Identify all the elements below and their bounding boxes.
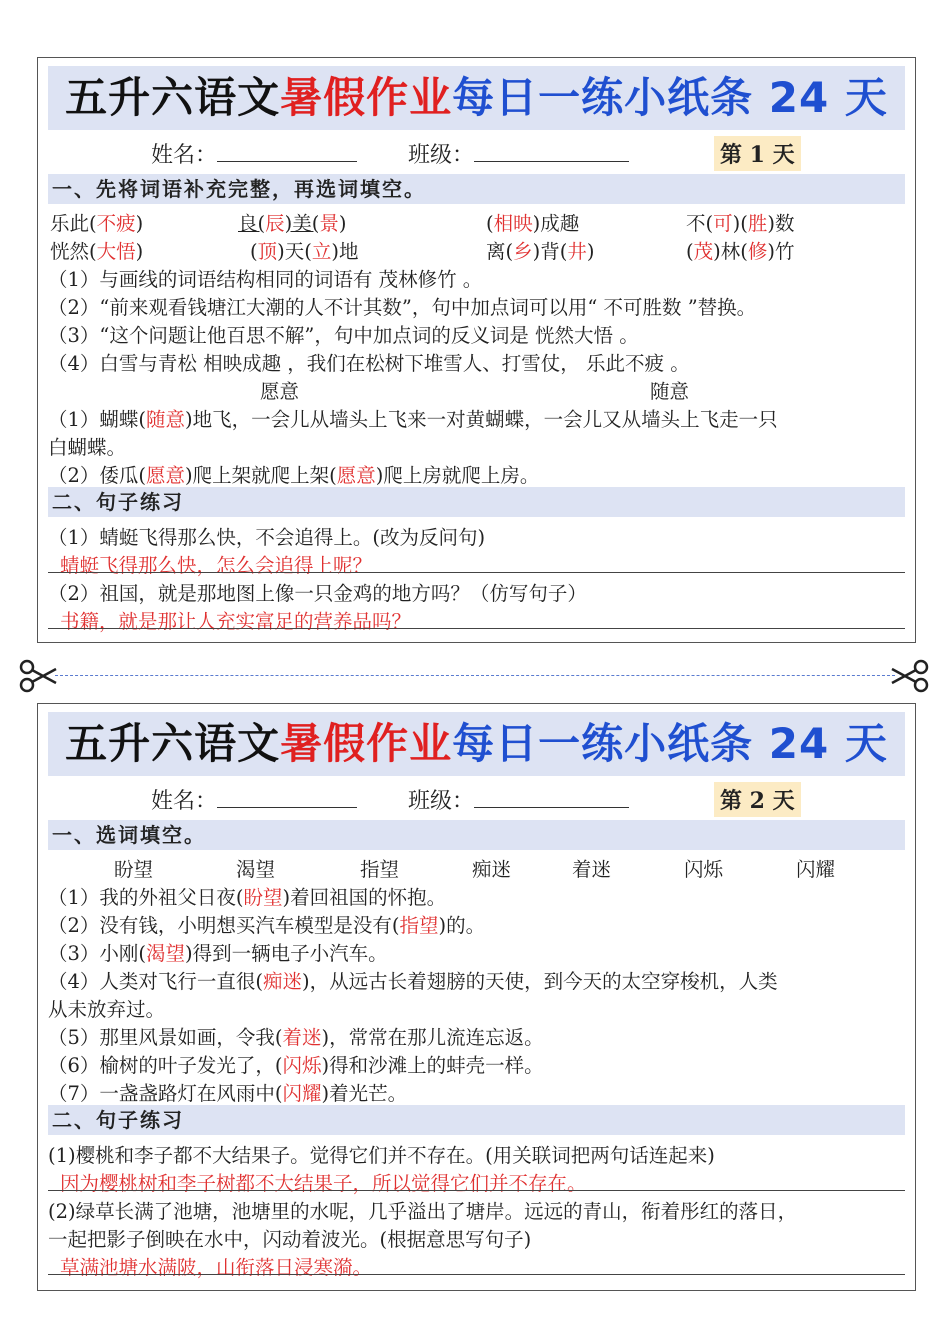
question-line: （6）榆树的叶子发光了，(闪烁)得和沙滩上的蚌壳一样。 [48, 1054, 544, 1077]
question-line: （1）我的外祖父日夜(盼望)着回祖国的怀抱。 [48, 886, 447, 909]
question-line: （5）那里风景如画，令我(着迷)，常常在那儿流连忘返。 [48, 1026, 544, 1049]
idiom-row: 不(可)(胜)数 [686, 212, 795, 235]
question-line: （7）一盏盏路灯在风雨中(闪耀)着光芒。 [48, 1082, 408, 1105]
answer-rule [48, 1190, 905, 1191]
word-option: 闪烁 [684, 858, 724, 881]
section-heading: 一、选词填空。 [48, 820, 905, 850]
worksheet-title: 五升六语文暑假作业每日一练小纸条 24 天 [48, 712, 905, 776]
idiom-row: 乐此(不疲) [50, 212, 144, 235]
word-option: 盼望 [114, 858, 154, 881]
answer-rule [48, 572, 905, 573]
question-line: (1)樱桃和李子都不大结果子。觉得它们并不存在。(用关联词把两句话连起来) [48, 1144, 715, 1167]
idiom-row: (茂)林(修)竹 [686, 240, 795, 263]
section-heading: 一、先将词语补充完整，再选词填空。 [48, 174, 905, 204]
answer-rule [48, 628, 905, 629]
answer-line: 草满池塘水满陂，山衔落日浸寒漪。 [60, 1256, 373, 1279]
word-option: 渴望 [236, 858, 276, 881]
idiom-row: 离(乡)背(井) [486, 240, 595, 263]
section-heading: 二、句子练习 [48, 1105, 905, 1135]
question-line: （2）祖国，就是那地图上像一只金鸡的地方吗？（仿写句子） [48, 582, 587, 605]
answer-line: 书籍，就是那让人充实富足的营养品吗？ [60, 610, 412, 633]
word-option: 闪耀 [796, 858, 836, 881]
class-field[interactable]: 班级： [408, 784, 629, 815]
name-field[interactable]: 姓名： [151, 138, 357, 169]
question-line: 白蝴蝶。 [48, 436, 127, 459]
day-badge: 第 2 天 [714, 782, 801, 817]
word-option: 指望 [360, 858, 400, 881]
question-line: （3）“这个问题让他百思不解”，句中加点词的反义词是 恍然大悟 。 [48, 324, 639, 347]
question-line: （2）“前来观看钱塘江大潮的人不计其数”，句中加点词可以用“ 不可胜数 ”替换。 [48, 296, 757, 319]
question-line: （1）蜻蜓飞得那么快，不会追得上。(改为反问句) [48, 526, 486, 549]
word-option: 着迷 [572, 858, 612, 881]
worksheet-day-2 [37, 703, 916, 1291]
idiom-row: 恍然(大悟) [50, 240, 144, 263]
word-option: 痴迷 [472, 858, 512, 881]
question-line: （3）小刚(渴望)得到一辆电子小汽车。 [48, 942, 388, 965]
idiom-row: (相映)成趣 [486, 212, 580, 235]
worksheet-day-1 [37, 57, 916, 643]
worksheet-title: 五升六语文暑假作业每日一练小纸条 24 天 [48, 66, 905, 130]
question-line: （4）人类对飞行一直很(痴迷)，从远古长着翅膀的天使，到今天的太空穿梭机，人类 [48, 970, 778, 993]
idiom-row: (顶)天(立)地 [250, 240, 359, 263]
answer-rule [48, 1274, 905, 1275]
scissors-icon [18, 656, 58, 696]
word-option: 随意 [650, 380, 690, 403]
idiom-row: 良(辰)美(景) [238, 212, 347, 235]
question-line: (2)绿草长满了池塘，池塘里的水呢，几乎溢出了塘岸。远远的青山，衔着彤红的落日， [48, 1200, 798, 1223]
cut-line [55, 675, 895, 676]
answer-line: 因为樱桃树和李子树都不大结果子，所以觉得它们并不存在。 [60, 1172, 587, 1195]
question-line: 一起把影子倒映在水中，闪动着波光。(根据意思写句子) [48, 1228, 532, 1251]
question-line: （1）与画线的词语结构相同的词语有 茂林修竹 。 [48, 268, 483, 291]
question-line: （4）白雪与青松 相映成趣 ，我们在松树下堆雪人、打雪仗， 乐此不疲 。 [48, 352, 690, 375]
scissors-icon [890, 656, 930, 696]
word-option: 愿意 [260, 380, 300, 403]
question-line: （1）蝴蝶(随意)地飞，一会儿从墙头上飞来一对黄蝴蝶，一会儿又从墙头上飞走一只 [48, 408, 778, 431]
section-heading: 二、句子练习 [48, 487, 905, 517]
name-field[interactable]: 姓名： [151, 784, 357, 815]
answer-line: 蜻蜓飞得那么快，怎么会追得上呢？ [60, 554, 373, 577]
question-line: （2）倭瓜(愿意)爬上架就爬上架(愿意)爬上房就爬上房。 [48, 464, 540, 487]
question-line: 从未放弃过。 [48, 998, 166, 1021]
question-line: （2）没有钱，小明想买汽车模型是没有(指望)的。 [48, 914, 486, 937]
class-field[interactable]: 班级： [408, 138, 629, 169]
day-badge: 第 1 天 [714, 136, 801, 171]
